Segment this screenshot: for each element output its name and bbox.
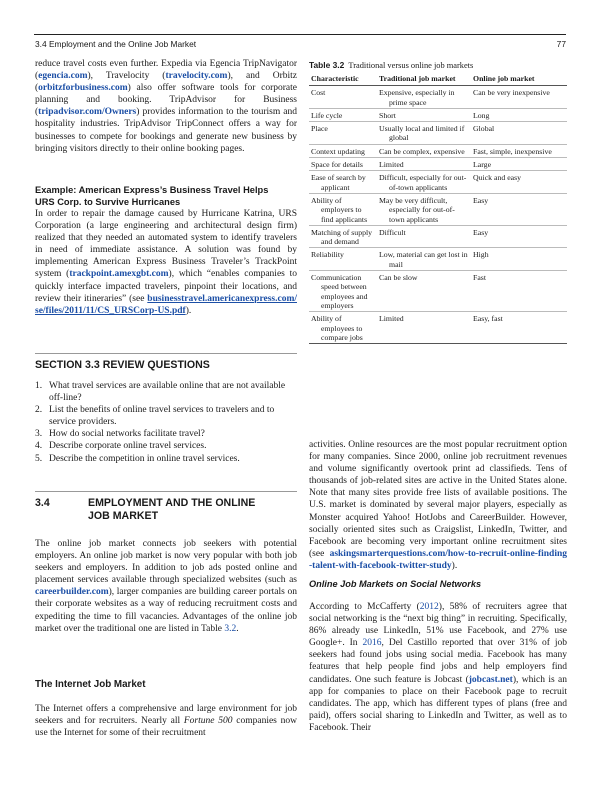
table-header: Traditional job market xyxy=(377,72,471,86)
table-cell xyxy=(377,122,471,145)
table-cell xyxy=(471,144,567,157)
table-row xyxy=(309,122,567,145)
section-number: 3.4 xyxy=(35,497,50,509)
link-table-3-2[interactable]: 3.2 xyxy=(224,623,237,634)
table-cell xyxy=(377,108,471,121)
question-text: How do social networks facilitate travel? xyxy=(49,429,205,440)
table-cell-text: Long xyxy=(473,110,490,120)
review-question xyxy=(35,428,297,440)
table-row xyxy=(309,248,567,271)
section-3-4-heading xyxy=(35,497,297,525)
table-cell xyxy=(471,193,567,225)
table-row xyxy=(309,312,567,344)
table-cell-text: Context updating xyxy=(311,146,365,156)
table-row xyxy=(309,158,567,171)
link-egencia[interactable]: egencia.com xyxy=(38,71,88,82)
text-run: ). xyxy=(451,560,458,571)
question-number: 3. xyxy=(35,429,43,440)
table-cell xyxy=(377,312,471,344)
table-row xyxy=(309,193,567,225)
table-cell xyxy=(377,248,471,271)
table-cell-text: Ability of employees to compare jobs xyxy=(311,314,363,342)
table-header: Online job market xyxy=(471,72,567,86)
table-row xyxy=(309,86,567,109)
text-run: ), which is an app for companies to place on their Facebook page to recruit candidates. The app, which has different types of plans (free and paid), offers social sharing to LinkedIn and Twitter, as well as to Facebook. Their xyxy=(309,674,567,733)
table-row xyxy=(309,144,567,157)
table-cell-text: Cost xyxy=(311,88,326,98)
table-cell xyxy=(471,86,567,109)
question-number: 4. xyxy=(35,441,43,452)
link-careerbuilder[interactable]: careerbuilder.com xyxy=(35,587,109,598)
intro-paragraph xyxy=(35,58,297,155)
text-run: According to McCafferty ( xyxy=(309,602,420,612)
table-cell xyxy=(309,225,377,248)
table-cell-text: High xyxy=(473,250,489,260)
review-question xyxy=(35,440,297,452)
text-run: , Del Castillo reported that over 31% of job seekers had found jobs using social media. Facebook has many features that help people find jobs and help employers find candidates. One such feature is Jobcast ( xyxy=(309,638,567,685)
review-heading: SECTION 3.3 REVIEW QUESTIONS xyxy=(35,359,210,371)
table-cell xyxy=(377,158,471,171)
text-run: In order to repair the damage caused by Hurricane Katrina, URS Corporation (a large engineering and architectural design firm) realized that they needed an automated system to identify travelers in need of immediate assistance. A solution was found by implementing American Express Business Traveler’s TrackPoint system ( xyxy=(35,209,297,280)
running-title: 3.4 Employment and the Online Job Market xyxy=(35,39,197,49)
question-text: Describe the competition in online travel services. xyxy=(49,453,240,464)
text-run: ) provides information to the tourism and hospitality industries. TripAdvisor TripConnect offers a way for businesses to compete for bookings and generate new business by bringing visitors directly to their online booking pages. xyxy=(35,107,297,154)
link-askingsmarterquestions[interactable]: askingsmarterquestions.com/how-to-recruit-online-finding-talent-with-facebook-twitter-study xyxy=(309,548,567,571)
table-cell-text: Large xyxy=(473,160,492,170)
internet-job-market-heading: The Internet Job Market xyxy=(35,679,146,690)
table-cell-text: Easy xyxy=(473,227,489,237)
table-cell-text: Expensive, especially in prime space xyxy=(379,88,455,107)
table-cell-text: Global xyxy=(473,124,495,134)
review-questions xyxy=(35,380,297,465)
table-cell xyxy=(471,271,567,312)
table-cell-text: Fast xyxy=(473,273,486,283)
text-run: ), Travelocity ( xyxy=(87,71,166,82)
table-cell xyxy=(471,158,567,171)
citation-2012[interactable]: 2012 xyxy=(419,602,439,612)
table-row xyxy=(309,271,567,312)
text-run: companies now use the Internet for some of their recruitment xyxy=(35,716,297,739)
table-cell xyxy=(471,312,567,344)
text-run: ), 58% of recruiters agree that social networking is the “next big thing” in recruiting. Specifically, 86% already use LinkedIn, 51% use Facebook, and 27% use Google+. In xyxy=(309,602,567,649)
table-cell-text: Life cycle xyxy=(311,110,343,120)
table-label: Table 3.2 xyxy=(309,60,345,70)
table-cell xyxy=(309,108,377,121)
text-run: activities. Online resources are the most popular recruitment option for many companies. Since 2000, online job recruitment revenues and volume significantly overtook print ad classifieds. Tens of thousands of job-related sites are active in the United States alone. Note that many sites provide free lists of available positions. The U.S. market is dominated by several major players, especially as Monster acquired Yahoo! HotJobs and CareerBuilder. However, socially oriented sites such as Craigslist, LinkedIn, Twitter, and Facebook are becoming very important online recruitment sites (see xyxy=(309,440,567,559)
table-cell-text: Difficult, especially for out-of-town applicants xyxy=(379,173,467,192)
social-networks-heading: Online Job Markets on Social Networks xyxy=(309,579,482,589)
link-amex-case-study[interactable]: businesstravel.americanexpress.com/se/files/2011/11/CS_URSCorp-US.pdf xyxy=(35,293,297,316)
question-text: What travel services are available online that are not available off-line? xyxy=(49,381,286,404)
table-cell-text: Fast, simple, inexpensive xyxy=(473,146,552,156)
internet-paragraph xyxy=(35,703,297,739)
table-cell-text: Ease of search by applicant xyxy=(311,173,366,192)
text-run-italic: Fortune 500 xyxy=(183,716,233,727)
header-rule xyxy=(34,34,566,35)
table-cell xyxy=(309,158,377,171)
table-cell-text: Reliability xyxy=(311,250,344,260)
table-caption xyxy=(309,60,473,70)
table-row xyxy=(309,108,567,121)
section-rule xyxy=(35,491,297,492)
question-text: List the benefits of online travel services to travelers and to service providers. xyxy=(49,405,275,428)
table-cell-text: Ability of employers to find applicants xyxy=(311,195,368,224)
table-cell xyxy=(309,171,377,194)
table-header-row xyxy=(309,72,567,86)
table-cell xyxy=(377,193,471,225)
table-cell xyxy=(471,225,567,248)
table-cell-text: Easy xyxy=(473,195,489,205)
question-text: Describe corporate online travel services. xyxy=(49,441,207,452)
table-cell-text: Short xyxy=(379,110,396,120)
link-trackpoint[interactable]: trackpoint.amexgbt.com xyxy=(69,269,169,280)
table-cell xyxy=(377,225,471,248)
table-cell-text: Easy, fast xyxy=(473,314,503,324)
review-question xyxy=(35,453,297,465)
table-cell-text: Can be very inexpensive xyxy=(473,88,550,98)
question-number: 2. xyxy=(35,405,43,416)
question-number: 1. xyxy=(35,381,43,391)
table-cell-text: Can be slow xyxy=(379,273,418,283)
question-number: 5. xyxy=(35,453,43,464)
table-cell-text: Difficult xyxy=(379,227,406,237)
table-cell-text: Limited xyxy=(379,314,404,324)
table-cell xyxy=(377,271,471,312)
table-cell xyxy=(377,171,471,194)
table-row xyxy=(309,225,567,248)
section-title xyxy=(88,497,308,523)
link-orbitz[interactable]: orbitzforbusiness.com xyxy=(38,83,128,94)
table-cell-text: May be very difficult, especially for out-of-town applicants xyxy=(379,195,455,224)
text-run: ). xyxy=(185,305,192,316)
text-run: ), larger companies are building career portals on their corporate websites as a way of reducing recruitment costs and expediting the time to fill vacancies. Advantages of the online job market over the traditional one are listed in Table xyxy=(35,587,297,634)
table-body xyxy=(309,86,567,344)
link-travelocity[interactable]: travelocity.com xyxy=(165,71,228,82)
jobs-table xyxy=(309,72,567,344)
section-title-line: EMPLOYMENT AND THE ONLINE xyxy=(88,497,256,509)
citation-2016[interactable]: 2016 xyxy=(362,638,382,649)
text-run: ) also offer software tools for corporate planning and booking. TripAdvisor for Business ( xyxy=(35,83,297,118)
table-cell xyxy=(309,86,377,109)
table-cell xyxy=(309,144,377,157)
example-heading xyxy=(35,184,297,208)
continuation-paragraph xyxy=(309,439,567,572)
table-cell xyxy=(309,122,377,145)
text-run: reduce travel costs even further. Expedia via Egencia TripNavigator ( xyxy=(35,59,297,82)
table-cell-text: Usually local and limited if global xyxy=(379,124,465,143)
table-cell-text: Can be complex, expensive xyxy=(379,146,465,156)
table-cell xyxy=(471,248,567,271)
table-cell xyxy=(309,312,377,344)
review-question xyxy=(35,404,297,428)
table-cell-text: Quick and easy xyxy=(473,173,522,183)
text-run: ), and Orbitz ( xyxy=(35,71,298,94)
text-run: ), which “enables companies to quickly interface impacted travelers, pinpoint their locations, and review their itineraries” (see xyxy=(35,269,297,304)
link-jobcast[interactable]: jobcast.net xyxy=(468,674,513,685)
example-paragraph xyxy=(35,208,297,317)
table-cell-text: Limited xyxy=(379,160,404,170)
table-header: Characteristic xyxy=(309,72,377,86)
table-cell-text: Place xyxy=(311,124,328,134)
table-cell xyxy=(309,248,377,271)
table-cell xyxy=(309,193,377,225)
table-caption-text: Traditional versus online job markets xyxy=(348,61,474,70)
page-number: 77 xyxy=(556,39,566,49)
link-tripadvisor[interactable]: tripadvisor.com/Owners xyxy=(38,107,137,118)
review-question xyxy=(35,380,297,404)
table-cell xyxy=(377,86,471,109)
text-run: The Internet offers a comprehensive and large environment for job seekers and for recruiters. Nearly all xyxy=(35,704,297,727)
social-paragraph xyxy=(309,601,567,734)
table-cell xyxy=(471,122,567,145)
table-cell-text: Low, material can get lost in mail xyxy=(379,250,468,269)
table-cell-text: Matching of supply and demand xyxy=(311,227,373,247)
section-rule xyxy=(35,353,297,354)
table-cell xyxy=(471,171,567,194)
job-market-paragraph xyxy=(35,538,297,635)
table-cell xyxy=(377,144,471,157)
table-row xyxy=(309,171,567,194)
text-run: The online job market connects job seekers with potential employers. An online job market is now very popular with both job seekers and employers. In addition to job ads posted online and placement services available through specialized websites (such as xyxy=(35,539,297,586)
table-cell xyxy=(471,108,567,121)
text-run: . xyxy=(236,623,239,634)
section-title-line: JOB MARKET xyxy=(88,510,159,522)
example-heading-line: URS Corp. to Survive Hurricanes xyxy=(35,197,181,207)
table-cell-text: Space for details xyxy=(311,160,363,170)
table-cell xyxy=(309,271,377,312)
table-cell-text: Communication speed between employees and employers xyxy=(311,273,368,310)
example-heading-line: Example: American Express’s Business Travel Helps xyxy=(35,185,269,195)
